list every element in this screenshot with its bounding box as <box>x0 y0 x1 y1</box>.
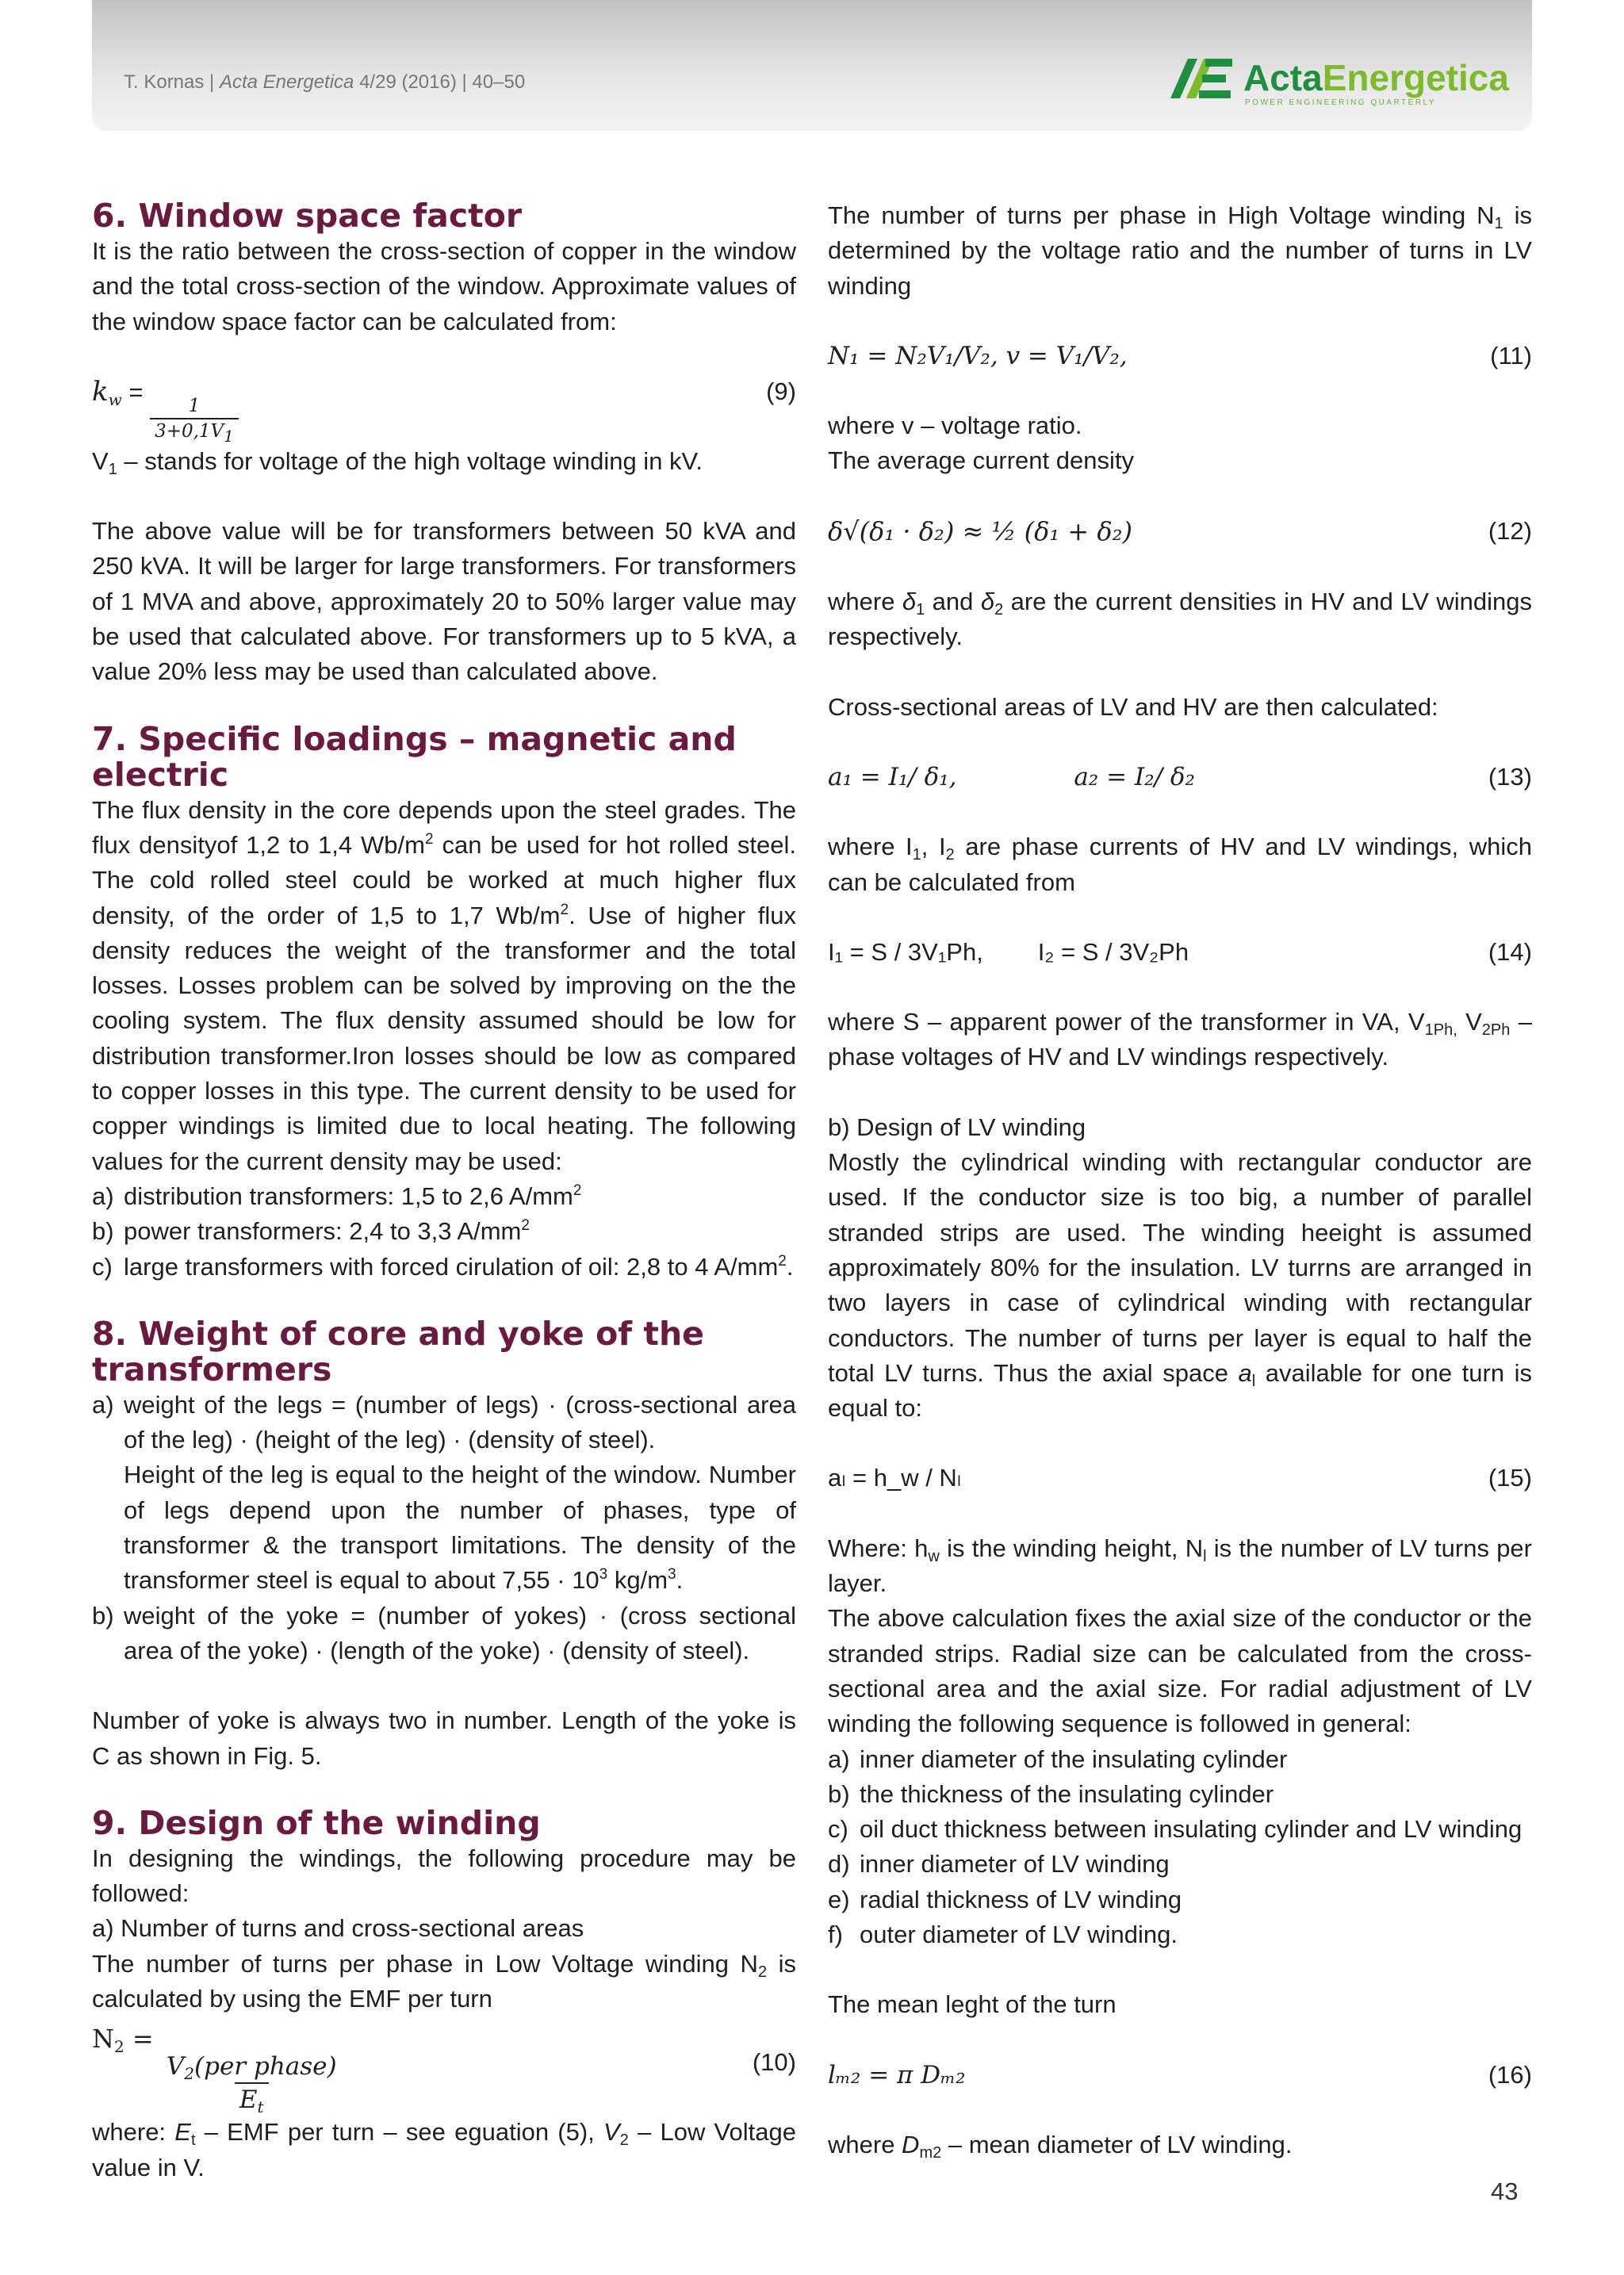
list-item: f) outer diameter of LV winding. <box>828 1920 1178 1948</box>
equation-number: (13) <box>1488 762 1532 791</box>
journal-logo <box>1170 56 1519 107</box>
voltage-ratio-definition: where v – voltage ratio. <box>828 412 1082 440</box>
left-column <box>92 198 796 2185</box>
logo-tagline: POWER ENGINEERING QUARTERLY <box>1245 98 1437 107</box>
list-item: b) power transformers: 2,4 to 3,3 $A/mm^2$ <box>92 1217 530 1246</box>
paragraph-hv-turns: The number of turns per phase in High Voltage winding $N_1$ is determined by the voltage ratio and the number of turns in LV winding <box>828 201 1532 300</box>
citation: T. Kornas | Acta Energetica 4/29 (2016) | 40–50 <box>124 71 526 93</box>
list-item: b) weight of the yoke = (number of yokes) · (cross sectional area of the yoke) · (length of the yoke) · (density of steel). <box>92 1601 796 1664</box>
list-item: c) oil duct thickness between insulating cylinder and LV winding <box>828 1815 1522 1844</box>
equation-9: $k_w$ = $\frac{1}{3+0,1V_1}$ (9) <box>92 375 796 446</box>
equation-number: (9) <box>766 377 796 405</box>
mean-length-heading: The mean leght of the turn <box>828 1990 1116 2019</box>
page-header <box>92 0 1532 131</box>
equation-13: a₁ = I₁/ δ₁, a₂ = I₂/ δ₂ (13) <box>828 760 1532 795</box>
current-density-heading: The average current density <box>828 446 1134 475</box>
list-item: a) distribution transformers: 1,5 to 2,6 $A/mm^2$ <box>92 1182 582 1210</box>
section-9-title: 9. Design of the winding <box>92 1803 541 1842</box>
list-item: c) large transformers with forced cirulation of oil: 2,8 to 4 $A/mm^2$. <box>92 1252 794 1281</box>
list-item: d) inner diameter of LV winding <box>828 1850 1170 1879</box>
radial-adjustment-paragraph: The above calculation fixes the axial size of the conductor or the stranded strips. Radial size can be calculated from the cross-sectional area and the axial size. For radial adjustment of LV winding the following sequence is followed in general: <box>828 1604 1532 1738</box>
apparent-power-definition: where S – apparent power of the transformer in VA, $V_{1Ph,}$ $V_{2Ph}$ – phase voltages of HV and LV windings respectively. <box>828 1008 1532 1071</box>
equation-number: (11) <box>1490 341 1532 370</box>
section-6-title: 6. Window space factor <box>92 197 523 235</box>
list-item: b) the thickness of the insulating cylinder <box>828 1779 1274 1808</box>
list-item: a) inner diameter of the insulating cylinder <box>828 1745 1288 1773</box>
page-range: 40–50 <box>472 71 526 93</box>
section-8-paragraph: Number of yoke is always two in number. Length of the yoke is C as shown in Fig. 5. <box>92 1706 796 1770</box>
list-item: e) radial thickness of LV winding <box>828 1885 1182 1913</box>
equation-11: N₁ = N₂V₁/V₂, v = V₁/V₂, (11) <box>828 339 1532 373</box>
section-6-paragraph-2: The above value will be for transformers between 50 kVA and 250 kVA. It will be larger for large transformers. For transformers of 1 MVA and above, approximately 20 to 50% larger value may be used that calculated above. For transformers up to 5 kVA, a value 20% less may be used than calculated above. <box>92 517 796 686</box>
equation-number: (10) <box>752 2048 796 2077</box>
logo-mark-icon <box>1170 59 1239 98</box>
equation-16: lₘ₂ = π Dₘ₂ (16) <box>828 2058 1532 2093</box>
section-8-title: 8. Weight of core and yoke of the transformers <box>92 1314 704 1388</box>
cross-section-heading: Cross-sectional areas of LV and HV are then calculated: <box>828 692 1438 721</box>
v1-definition: $V_1$ – stands for voltage of the high voltage winding in kV. <box>92 446 703 478</box>
equation-number: (14) <box>1488 937 1532 966</box>
equation-10: $N_2$ = $\frac{V_2(per phase)}{E_t}$ (10) <box>92 2024 796 2117</box>
list-item: a) weight of the legs = (number of legs) · (cross-sectional area of the leg) · (height of the leg) · (density of steel). Height of the leg is equal to the height of the window. Number of legs depend upon the number of phases, type of transformer & the transport limitations. The density of the transformer steel is equal to about $7,55 \cdot 10^3$ $kg/m^3$. <box>92 1390 796 1595</box>
section-9-paragraph-2: The number of turns per phase in Low Voltage winding $N_2$ is calculated by using the EMF per turn <box>92 1949 796 2013</box>
logo-energetica: Energetica <box>1322 57 1509 98</box>
page-number: 43 <box>1491 2177 1519 2205</box>
section-7-paragraph: The flux density in the core depends upon the steel grades. The flux densityof 1,2 to 1,4 $Wb/m^2$ can be used for hot rolled steel. The cold rolled steel could be worked at much higher flux density, of the order of 1,5 to 1,7 $Wb/m^2$. Use of higher flux density reduces the weight of the transformer and the total losses. Losses problem can be solved by improving on the the cooling system. The flux density assumed should be low for distribution transformer.Iron losses should be low as compared to copper losses in this type. The current density to be used for copper windings is limited due to local heating. The following values for the current density may be used: <box>92 795 796 1175</box>
section-9-subheading: a) Number of turns and cross-sectional areas <box>92 1914 584 1943</box>
logo-acta: Acta <box>1243 57 1323 98</box>
lv-design-heading: b) Design of LV winding <box>828 1113 1086 1141</box>
section-6-paragraph: It is the ratio between the cross-section of copper in the window and the total cross-section of the window. Approximate values of the window space factor can be calculated from: <box>92 237 796 335</box>
right-column <box>828 198 1532 2162</box>
winding-height-definition: Where: $h_w$ is the winding height, $N_l$ is the number of LV turns per layer. <box>828 1534 1532 1598</box>
equation-number: (15) <box>1488 1464 1532 1492</box>
section-9-paragraph: In designing the windings, the following procedure may be followed: <box>92 1844 796 1908</box>
mean-diameter-definition: where $D_{m2}$ – mean diameter of LV winding. <box>828 2130 1293 2162</box>
equation-number: (12) <box>1488 516 1532 545</box>
journal-name: Acta Energetica <box>219 71 354 93</box>
current-density-definition: where $\delta_1$ and $\delta_2$ are the current densities in HV and LV windings respectively. <box>828 588 1532 651</box>
equation-12: δ√(δ₁ · δ₂) ≈ ½ (δ₁ + δ₂) (12) <box>828 514 1532 550</box>
equation-number: (16) <box>1488 2060 1532 2089</box>
issue: 4/29 (2016) <box>359 71 457 93</box>
phase-currents-paragraph: where $I_1$, $I_2$ are phase currents of HV and LV windings, which can be calculated from <box>828 833 1533 896</box>
equation-15: aₗ = h_w / Nₗ (15) <box>828 1461 1532 1496</box>
lv-design-paragraph: Mostly the cylindrical winding with rectangular conductor are used. If the conductor size is too big, a number of parallel stranded strips are used. The winding heeight is assumed approximately 80% for the insulation. LV turrns are arranged in two layers in case of cylindrical winding with rectangular conductors. The number of turns per layer is equal to half the total LV turns. Thus the axial space $a_l$ available for one turn is equal to: <box>828 1148 1532 1423</box>
author: T. Kornas <box>124 71 205 93</box>
equation-14: I₁ = S / 3V₁Ph, I₂ = S / 3V₂Ph (14) <box>828 935 1532 970</box>
equation-10-where: where: $E_t$ – EMF per turn – see eguation (5), $V_2$ – Low Voltage value in V. <box>92 2118 796 2181</box>
section-7-title: 7. Specific loadings – magnetic and electric <box>92 719 737 794</box>
